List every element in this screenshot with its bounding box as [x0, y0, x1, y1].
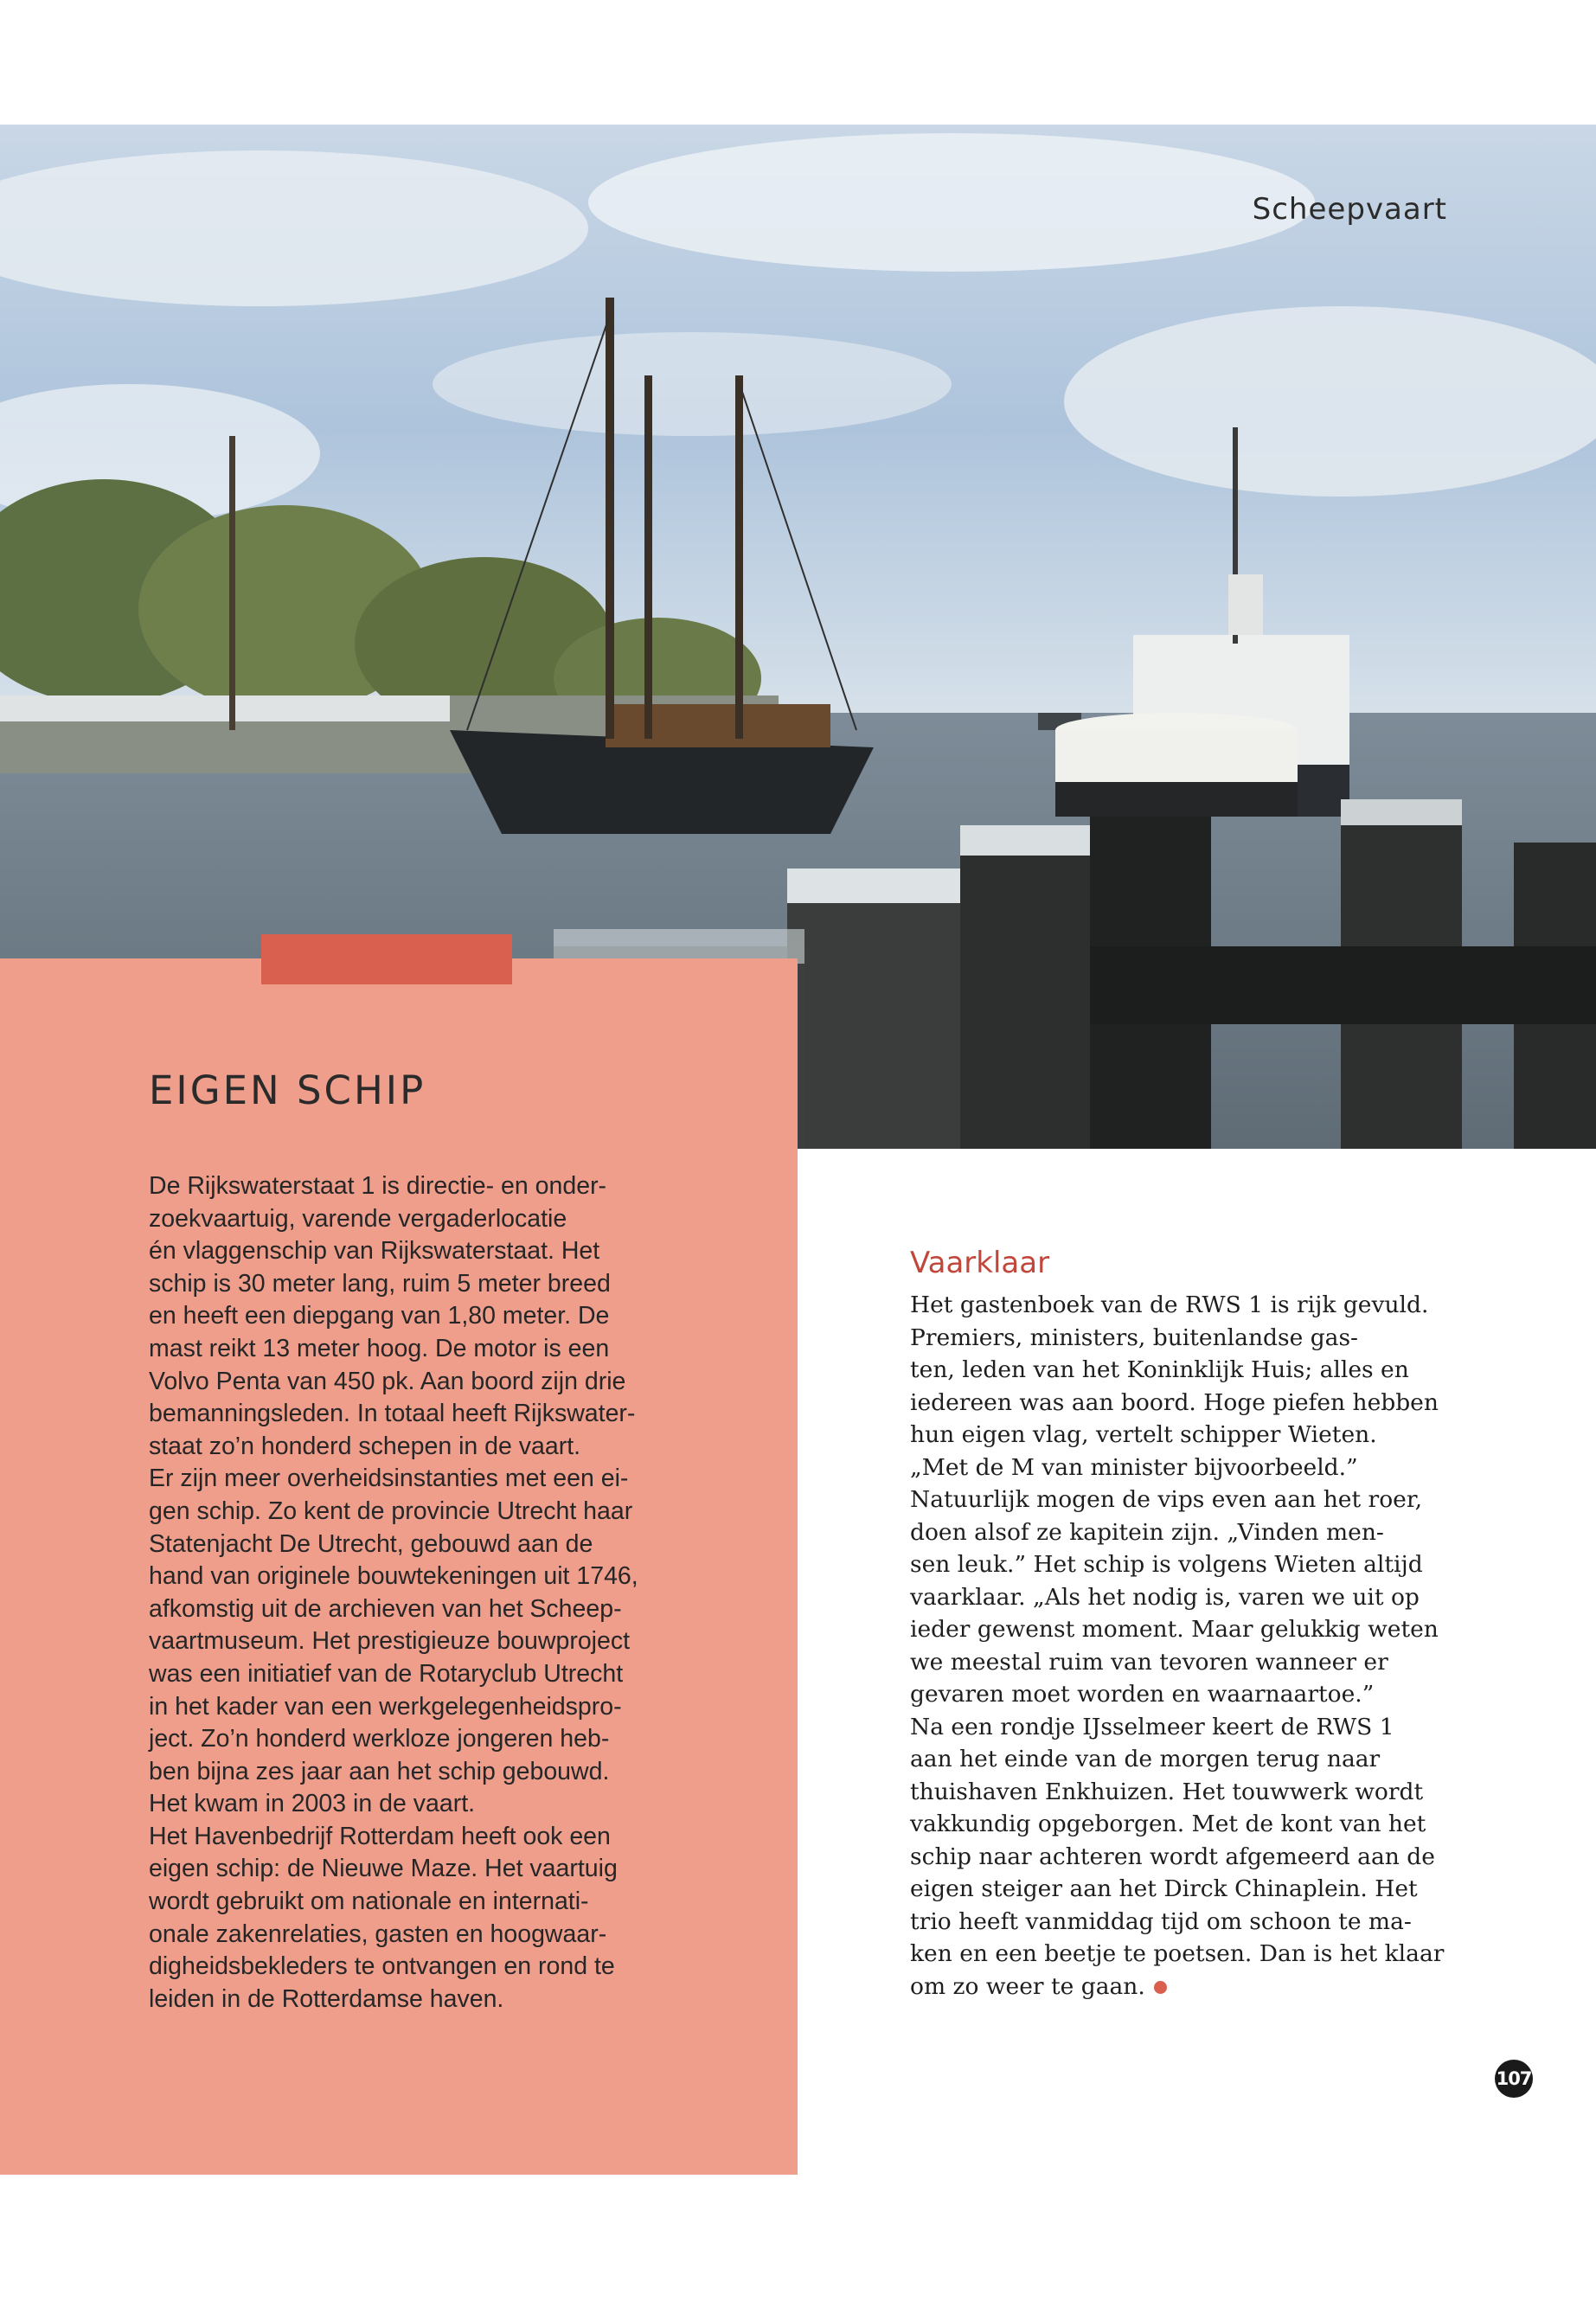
article-heading: Vaarklaar [910, 1246, 1050, 1280]
article-body [910, 1289, 1464, 2003]
article-text: Het gastenboek van de RWS 1 is rijk gevuld. Premiers, ministers, buitenlandse gas- ten, leden van het Koninklijk Huis; alles en iedereen was aan boord. Hoge piefen hebben hun eigen vlag, vertelt schipper Wieten. „Met de M van minister bijvoorbeeld.” Natuurlijk mogen de vips even aan het roer, doen alsof ze kapitein zijn. „Vinden men- sen leuk.” Het schip is volgens Wieten altijd vaarklaar. „Als het nodig is, varen we uit op ieder gewenst moment. Maar gelukkig weten we meestal ruim van tevoren wanneer er gevaren moet worden en waarnaartoe.” Na een rondje IJsselmeer keert de RWS 1 aan het einde van de morgen terug naar thuishaven Enkhuizen. Het touwwerk wordt vakkundig opgeborgen. Met de kont van het schip naar achteren wordt afgemeerd aan de eigen steiger aan het Dirck Chinaplein. Het trio heeft vanmiddag tijd om schoon te ma- ken en een beetje te poetsen. Dan is het klaar om zo weer te gaan. [910, 1292, 1445, 2000]
sidebar-tab-accent [261, 934, 512, 984]
sidebar-title: EIGEN SCHIP [149, 1067, 426, 1113]
section-label: Scheepvaart [1252, 192, 1447, 227]
page-number: 107 [1495, 2060, 1533, 2098]
sidebar-body: De Rijkswaterstaat 1 is directie- en onder- zoekvaartuig, varende vergaderlocatie én vlaggenschip van Rijkswaterstaat. Het schip is 30 meter lang, ruim 5 meter breed en heeft een diepgang van 1,80 meter. De mast reikt 13 meter hoog. De motor is een Volvo Penta van 450 pk. Aan boord zijn drie bemanningsleden. In totaal heeft Rijkswater- staat zo’n honderd schepen in de vaart. Er zijn meer overheidsinstanties met een ei- gen schip. Zo kent de provincie Utrecht haar Statenjacht De Utrecht, gebouwd aan de hand van originele bouwtekeningen uit 1746, afkomstig uit de archieven van het Scheep- vaartmuseum. Het prestigieuze bouwproject was een initiatief van de Rotaryclub Utrecht in het kader van een werkgelegenheidspro- ject. Zo’n honderd werkloze jongeren heb- ben bijna zes jaar aan het schip gebouwd. Het kwam in 2003 in de vaart. Het Havenbedrijf Rotterdam heeft ook een eigen schip: de Nieuwe Maze. Het vaartuig wordt gebruikt om nationale en internati- onale zakenrelaties, gasten en hoogwaar- digheidsbekleders te ontvangen en rond te leiden in de Rotterdamse haven. [149, 1172, 638, 2013]
end-mark-icon [1154, 1981, 1167, 1994]
